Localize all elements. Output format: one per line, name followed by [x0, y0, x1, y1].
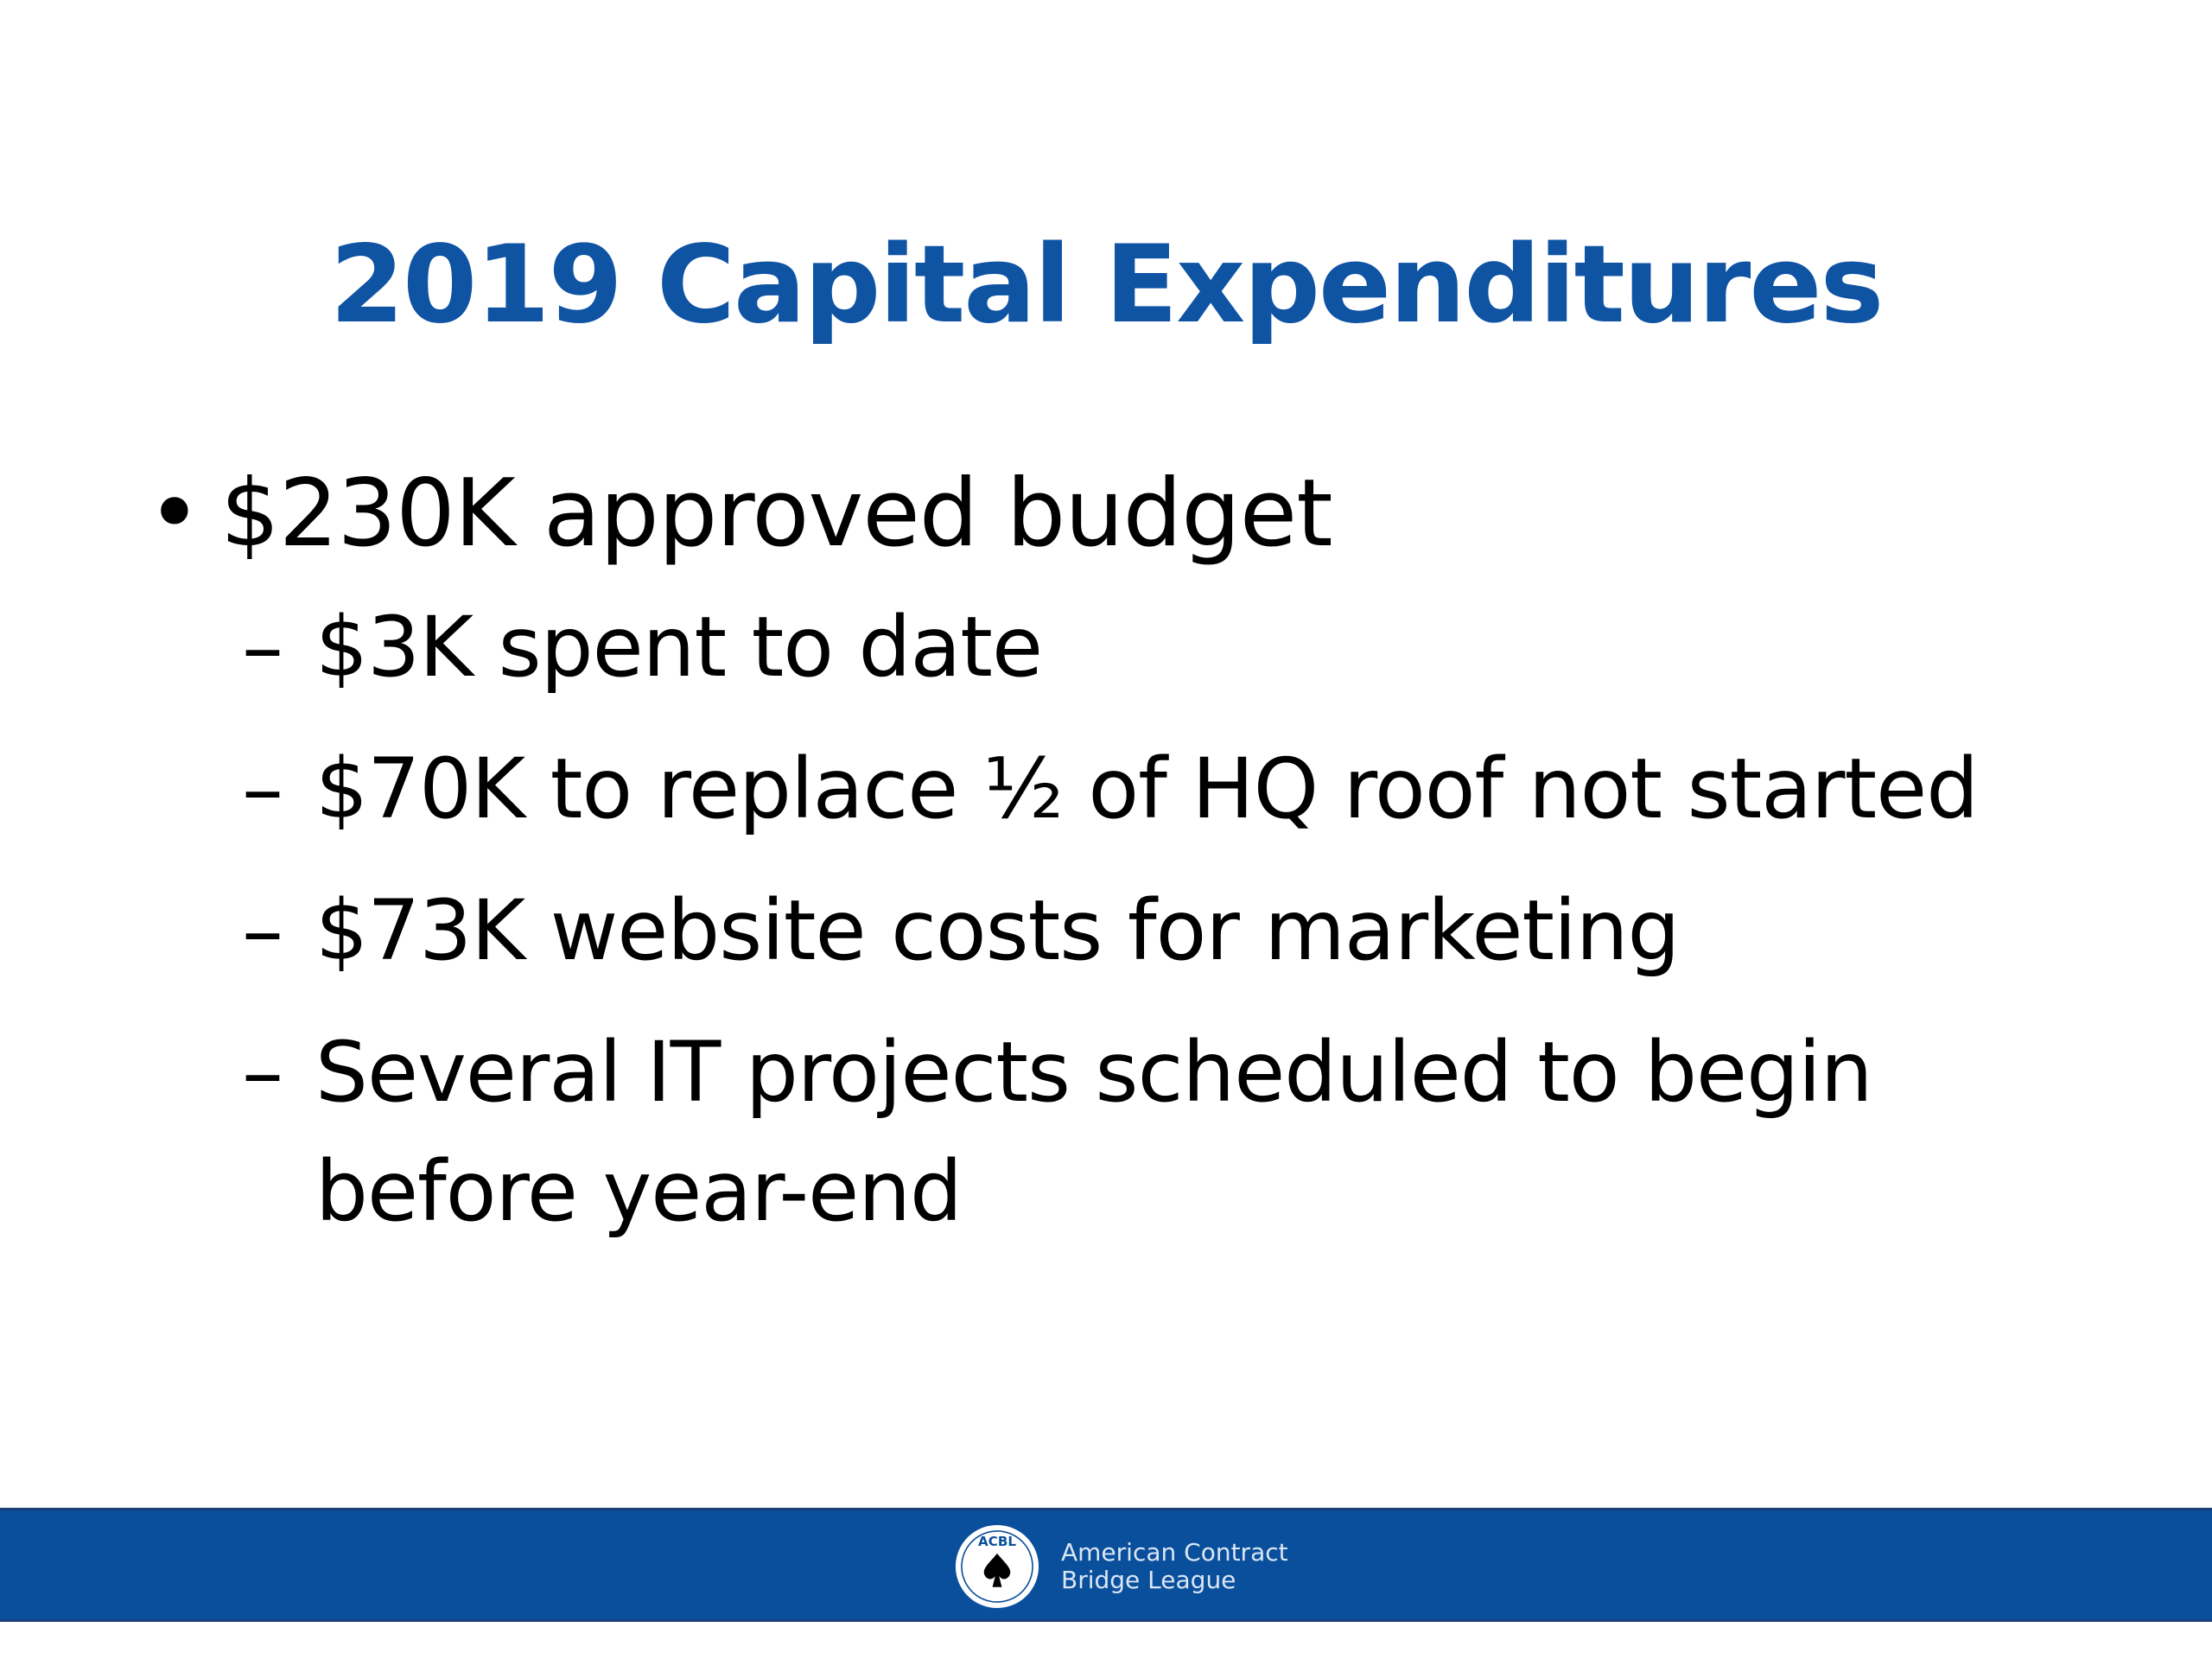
- bullet-text: $230K approved budget: [220, 460, 1332, 568]
- footer-logo: [950, 1519, 1288, 1614]
- sub-bullet-text: $70K to replace ½ of HQ roof not started: [315, 741, 1979, 837]
- dash-marker: –: [242, 882, 283, 979]
- sub-bullet-item: [138, 1013, 2082, 1251]
- sub-bullet-text: $3K spent to date: [315, 599, 1042, 696]
- sub-bullet-item: [138, 588, 2082, 707]
- org-name-line2: Bridge League: [1061, 1566, 1236, 1594]
- bullet-marker: •: [147, 460, 201, 568]
- slide-title: 2019 Capital Expenditures: [329, 223, 1883, 347]
- dash-marker: –: [242, 1024, 283, 1121]
- logo-letters: ACBL: [978, 1534, 1016, 1550]
- sub-bullet-text: $73K website costs for marketing: [315, 882, 1680, 979]
- sub-bullet-text: Several IT projects scheduled to begin before year-end: [315, 1024, 1872, 1240]
- acbl-spade-logo-icon: [950, 1520, 1044, 1613]
- bullet-list: [138, 449, 2082, 1274]
- org-name: [1061, 1539, 1288, 1594]
- sub-bullet-item: [138, 729, 2082, 849]
- org-name-line1: American Contract: [1061, 1538, 1288, 1567]
- dash-marker: –: [242, 741, 283, 837]
- bullet-item: [138, 449, 2082, 579]
- footer-bar: [0, 1508, 2212, 1622]
- sub-bullet-list: [138, 588, 2082, 1251]
- dash-marker: –: [242, 599, 283, 696]
- sub-bullet-item: [138, 871, 2082, 990]
